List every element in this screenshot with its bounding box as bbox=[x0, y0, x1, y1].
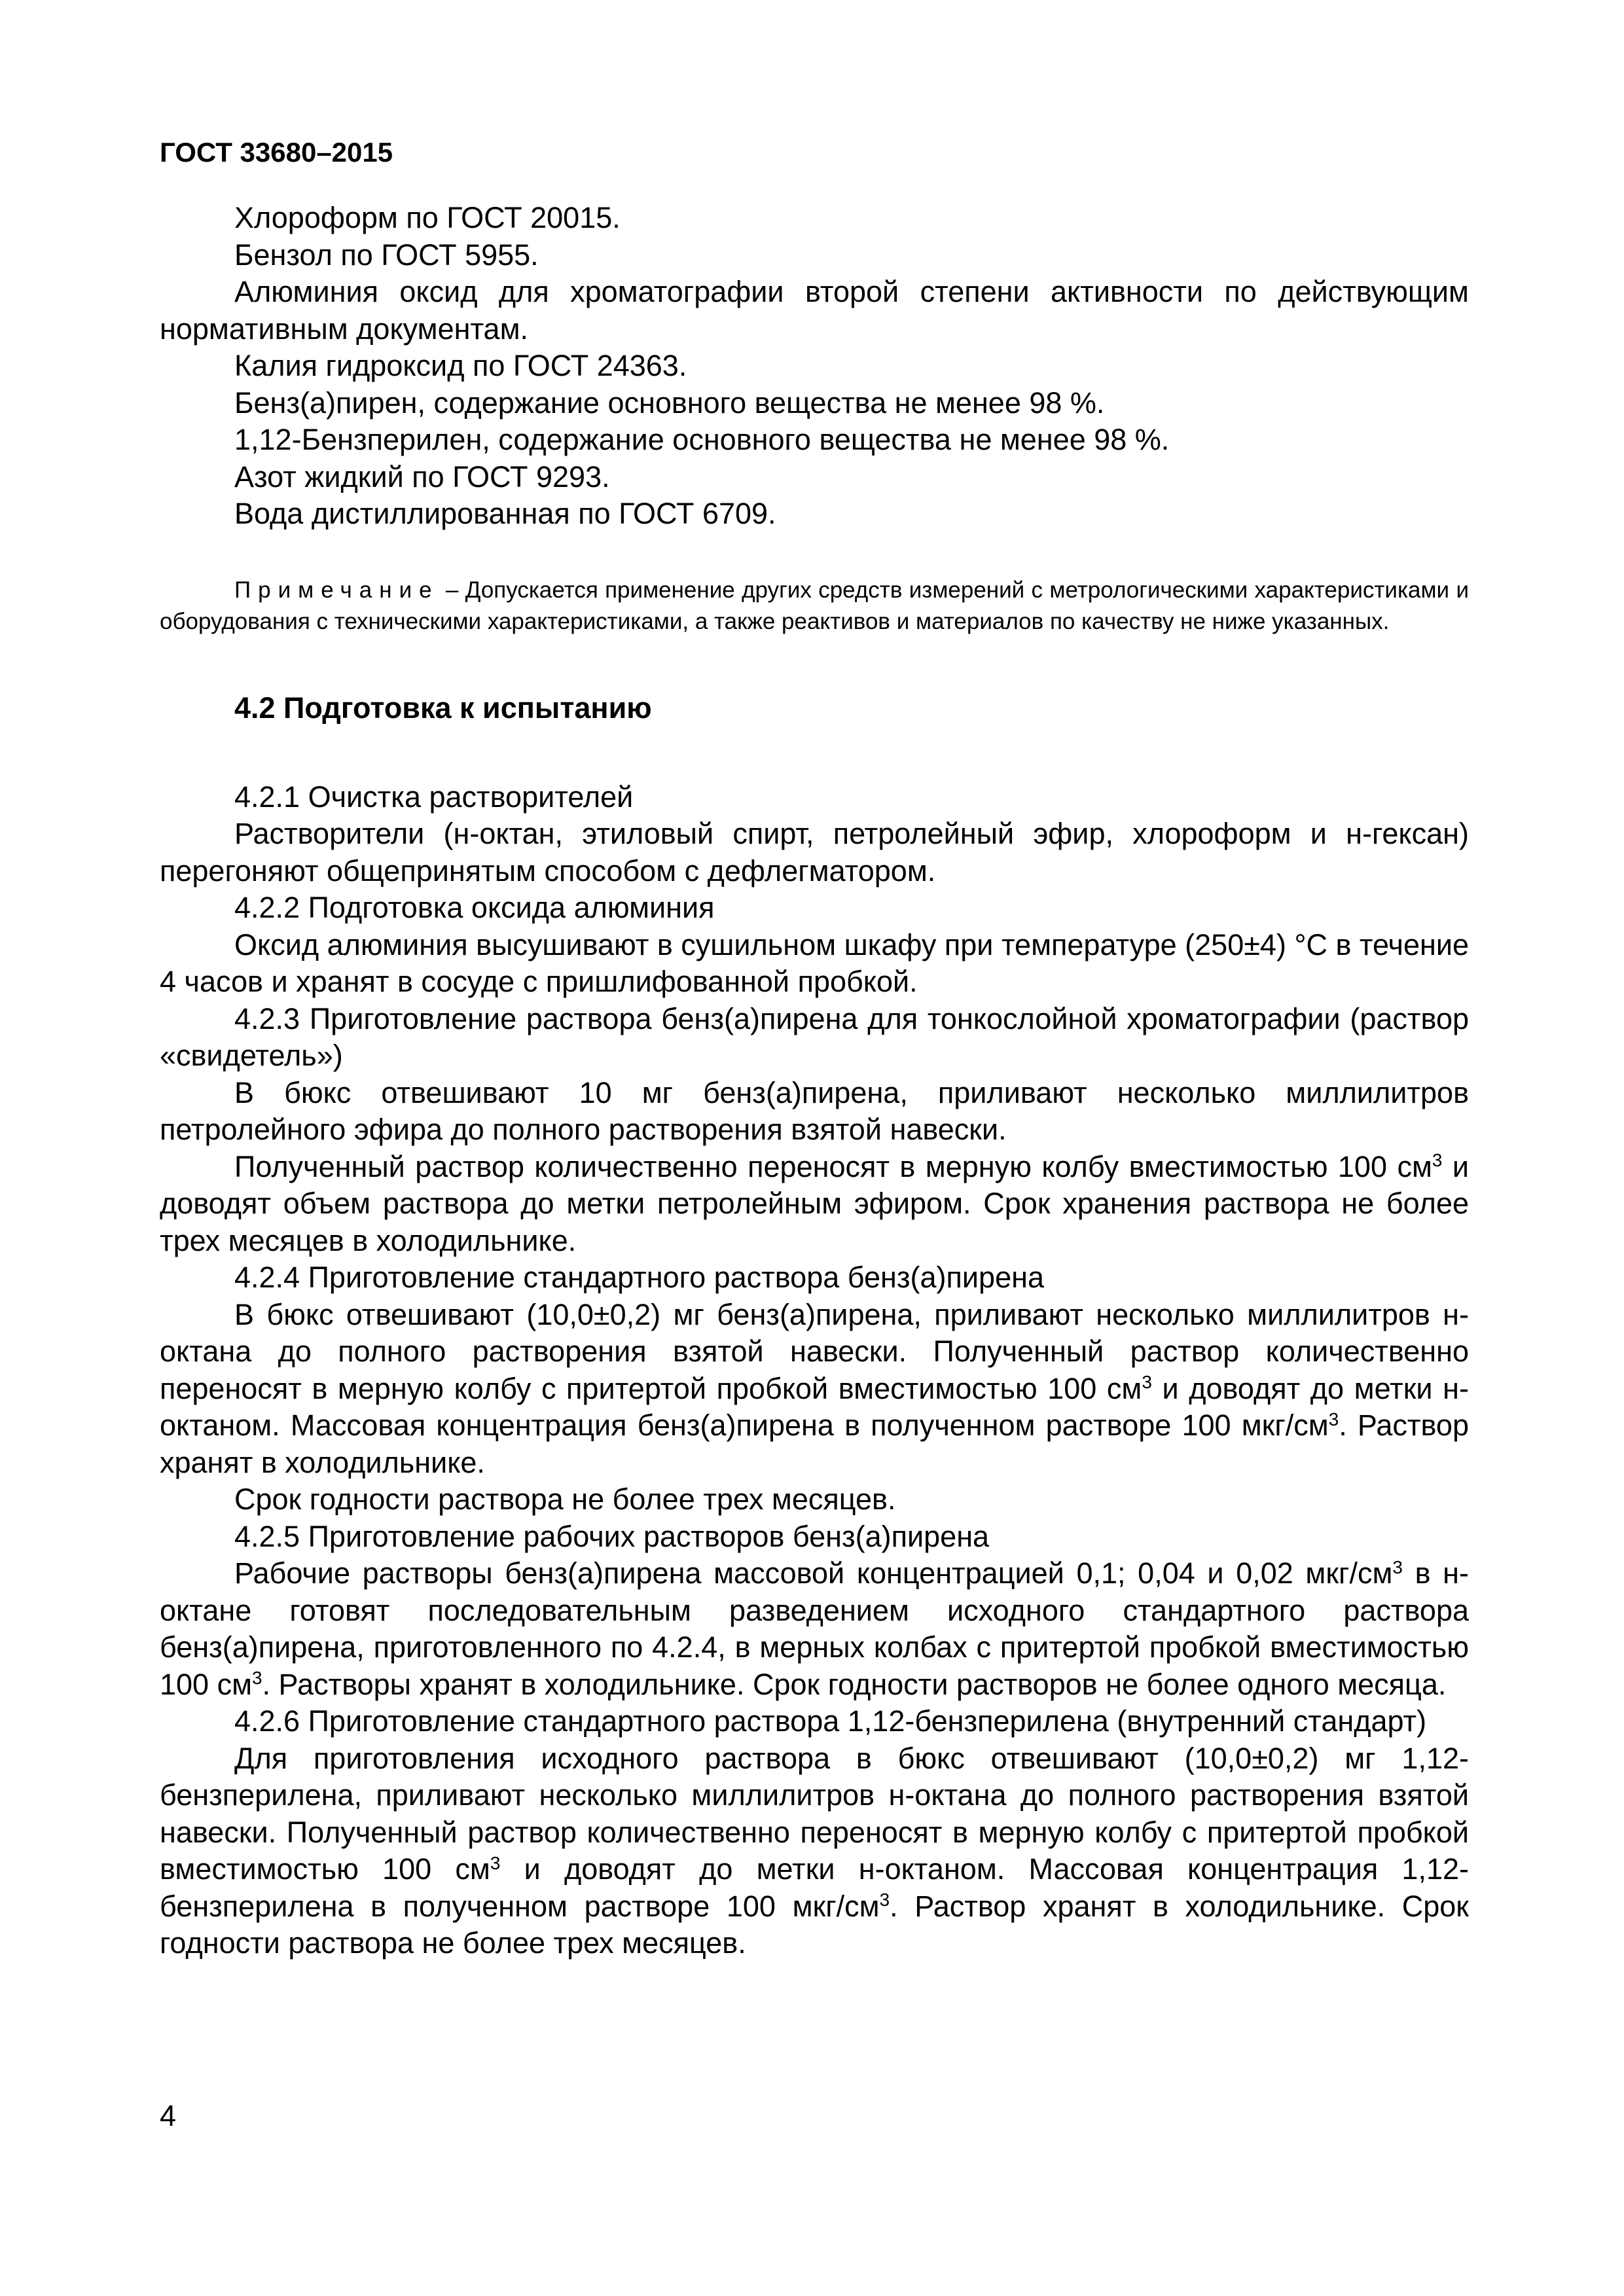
s424-p2: Срок годности раствора не более трех месяцев. bbox=[234, 1482, 896, 1516]
s425-p1 bbox=[160, 1555, 1469, 1703]
s423-p2 bbox=[160, 1149, 1469, 1260]
material-benzperylene: 1,12-Бензперилен, содержание основного вещества не менее 98 %. bbox=[234, 423, 1170, 456]
s425-p1c: . Растворы хранят в холодильнике. Срок годности растворов не более одного месяца. bbox=[262, 1667, 1447, 1701]
s426-p1b: и доводят до метки н-октаном. Массовая концентрация 1,12-бензперилена в полученном растворе 100 мкг/см bbox=[160, 1852, 1469, 1923]
s422-text: Оксид алюминия высушивают в сушильном шкафу при температуре (250±4) °С в течение 4 часов и хранят в сосуде с пришлифованной пробкой. bbox=[160, 927, 1469, 998]
document-header: ГОСТ 33680–2015 bbox=[160, 137, 393, 168]
s425-title: 4.2.5 Приготовление рабочих растворов бенз(а)пирена bbox=[234, 1519, 990, 1553]
material-koh: Калия гидроксид по ГОСТ 24363. bbox=[234, 349, 687, 382]
note-label: Примечание bbox=[234, 577, 439, 603]
s424-p1c: . Раствор хранят в холодильнике. bbox=[160, 1408, 1469, 1479]
material-nitrogen: Азот жидкий по ГОСТ 9293. bbox=[234, 459, 610, 493]
superscript-3: 3 bbox=[1328, 1408, 1339, 1429]
section-title: 4.2 Подготовка к испытанию bbox=[234, 691, 652, 725]
s425-p1a: Рабочие растворы бенз(а)пирена массовой концентрацией 0,1; 0,04 и 0,02 мкг/см bbox=[234, 1556, 1393, 1590]
material-benzapyrene: Бенз(а)пирен, содержание основного вещества не менее 98 %. bbox=[234, 386, 1105, 420]
superscript-3: 3 bbox=[879, 1890, 890, 1910]
s421-text: Растворители (н-октан, этиловый спирт, петролейный эфир, хлороформ и н-гексан) перегоняют общепринятым способом с дефлегматором. bbox=[160, 817, 1469, 888]
s426-p1c: . Раствор хранят в холодильнике. Срок годности раствора не более трех месяцев. bbox=[160, 1889, 1469, 1960]
material-benzene: Бензол по ГОСТ 5955. bbox=[234, 238, 539, 272]
s426-p1a: Для приготовления исходного раствора в бюкс отвешивают (10,0±0,2) мг 1,12-бензперилена, приливают несколько миллилитров н-октана до полного растворения взятой навески. Полученный раствор количественно переносят в мерную колбу с притертой пробкой вместимостью 100 см bbox=[160, 1741, 1469, 1886]
note-paragraph bbox=[160, 575, 1469, 637]
s423-title: 4.2.3 Приготовление раствора бенз(а)пирена для тонкослойной хроматографии (раствор «свидетель») bbox=[160, 1001, 1469, 1072]
superscript-3: 3 bbox=[1142, 1372, 1152, 1393]
s425-p1b: в н-октане готовят последовательным разведением исходного стандартного раствора бенз(а)пирена, приготовленного по 4.2.4, в мерных колбах с притертой пробкой вместимостью 100 см bbox=[160, 1556, 1469, 1701]
s424-p1b: и доводят до метки н-октаном. Массовая концентрация бенз(а)пирена в полученном растворе 100 мкг/см bbox=[160, 1371, 1469, 1442]
s426-title: 4.2.6 Приготовление стандартного раствора 1,12-бензперилена (внутренний стандарт) bbox=[234, 1704, 1427, 1738]
s423-p1: В бюкс отвешивают 10 мг бенз(а)пирена, приливают несколько миллилитров петролейного эфира до полного растворения взятой навески. bbox=[160, 1075, 1469, 1146]
note-text: Допускается применение других средств измерений с метрологическими характеристиками и оборудования с техническими характеристиками, а также реактивов и материалов по качеству не ниже указанных. bbox=[160, 577, 1469, 634]
superscript-3: 3 bbox=[1392, 1556, 1403, 1577]
s422-title: 4.2.2 Подготовка оксида алюминия bbox=[234, 891, 715, 924]
superscript-3: 3 bbox=[1432, 1150, 1443, 1171]
superscript-3: 3 bbox=[252, 1668, 262, 1689]
s424-p1a: В бюкс отвешивают (10,0±0,2) мг бенз(а)пирена, приливают несколько миллилитров н-октана до полного растворения взятой навески. Полученный раствор количественно переносят в мерную колбу с притертой пробкой вместимостью 100 см bbox=[160, 1297, 1469, 1405]
s423-p2a: Полученный раствор количественно переносят в мерную колбу вместимостью 100 см bbox=[234, 1149, 1432, 1183]
s424-p1 bbox=[160, 1297, 1469, 1482]
page-number: 4 bbox=[160, 2099, 177, 2132]
superscript-3: 3 bbox=[490, 1852, 501, 1873]
note-dash: – bbox=[439, 577, 465, 603]
s421-title: 4.2.1 Очистка растворителей bbox=[234, 780, 634, 814]
s424-title: 4.2.4 Приготовление стандартного раствора бенз(а)пирена bbox=[234, 1261, 1044, 1294]
document-page bbox=[160, 134, 1469, 1962]
s423-p2b: и доводят объем раствора до метки петролейным эфиром. Срок хранения раствора не более трех месяцев в холодильнике. bbox=[160, 1149, 1470, 1257]
material-water: Вода дистиллированная по ГОСТ 6709. bbox=[234, 497, 776, 530]
material-alumina: Алюминия оксид для хроматографии второй степени активности по действующим нормативным документам. bbox=[160, 275, 1469, 346]
s426-p1 bbox=[160, 1740, 1469, 1962]
material-chloroform: Хлороформ по ГОСТ 20015. bbox=[234, 201, 621, 234]
